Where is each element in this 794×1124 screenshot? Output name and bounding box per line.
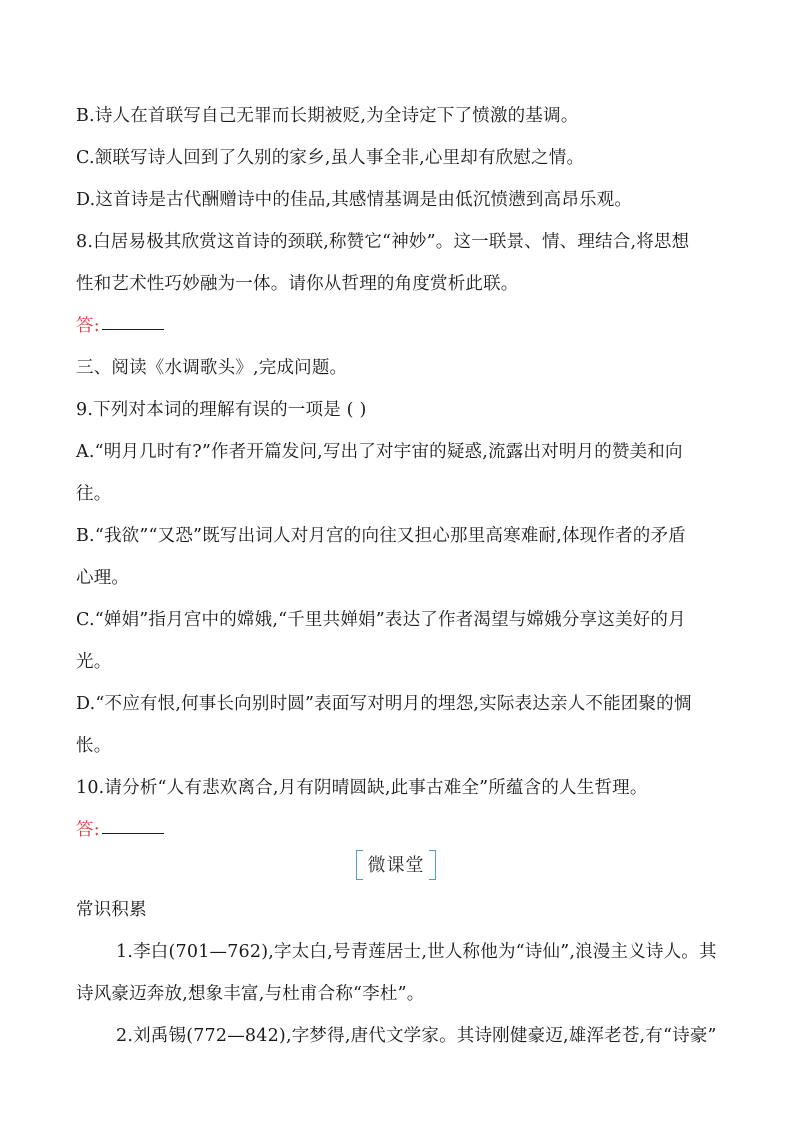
q9-option-b-line-2: 心理。 (76, 568, 130, 588)
answer-label: 答: (76, 316, 100, 336)
knowledge-item-1-line-2: 诗风豪迈奔放,想象丰富,与杜甫合称“李杜”。 (76, 984, 425, 1004)
bracket-left (356, 850, 363, 880)
option-b-line: B.诗人在首联写自己无罪而长期被贬,为全诗定下了愤激的基调。 (76, 106, 579, 126)
q9-option-d-line-2: 怅。 (76, 736, 112, 756)
question-10: 10.请分析“人有悲欢离合,月有阴晴圆缺,此事古难全”所蕴含的人生哲理。 (76, 778, 648, 798)
answer-label: 答: (76, 820, 100, 840)
option-c-line: C.颔联写诗人回到了久别的家乡,虽人事全非,心里却有欣慰之情。 (76, 148, 585, 168)
micro-class-title (356, 850, 436, 878)
section-3-heading: 三、阅读《水调歌头》,完成问题。 (76, 358, 348, 378)
q9-option-c-line-1: C.“婵娟”指月宫中的嫦娥,“千里共婵娟”表达了作者渴望与嫦娥分享这美好的月 (76, 610, 686, 630)
answer-blank[interactable] (102, 315, 164, 330)
answer-8 (76, 314, 726, 338)
q9-option-a-line-1: A.“明月几时有?”作者开篇发问,写出了对宇宙的疑惑,流露出对明月的赞美和向 (76, 442, 683, 462)
micro-class-title-text: 微课堂 (367, 855, 425, 876)
answer-blank[interactable] (102, 819, 164, 834)
answer-10 (76, 818, 726, 842)
question-8-line-2: 性和艺术性巧妙融为一体。请你从哲理的角度赏析此联。 (76, 274, 519, 294)
q9-option-b-line-1: B.“我欲”“又恐”既写出词人对月宫的向往又担心那里高寒难耐,体现作者的矛盾 (76, 526, 686, 546)
option-d-line: D.这首诗是古代酬赠诗中的佳品,其感情基调是由低沉愤懑到高昂乐观。 (76, 190, 633, 210)
knowledge-item-1-line-1: 1.李白(701—762),字太白,号青莲居士,世人称他为“诗仙”,浪漫主义诗人。其 (116, 942, 717, 962)
q9-option-d-line-1: D.“不应有恨,何事长向别时圆”表面写对明月的埋怨,实际表达亲人不能团聚的惆 (76, 694, 692, 714)
question-8-line-1: 8.白居易极其欣赏这首诗的颈联,称赞它“神妙”。这一联景、情、理结合,将思想 (76, 232, 690, 252)
knowledge-heading: 常识积累 (76, 900, 147, 920)
knowledge-item-2-line-1: 2.刘禹锡(772—842),字梦得,唐代文学家。其诗刚健豪迈,雄浑老苍,有“诗豪” (116, 1026, 717, 1046)
bracket-right (429, 850, 436, 880)
question-9: 9.下列对本词的理解有误的一项是 ( ) (76, 400, 367, 420)
q9-option-c-line-2: 光。 (76, 652, 112, 672)
q9-option-a-line-2: 往。 (76, 484, 112, 504)
